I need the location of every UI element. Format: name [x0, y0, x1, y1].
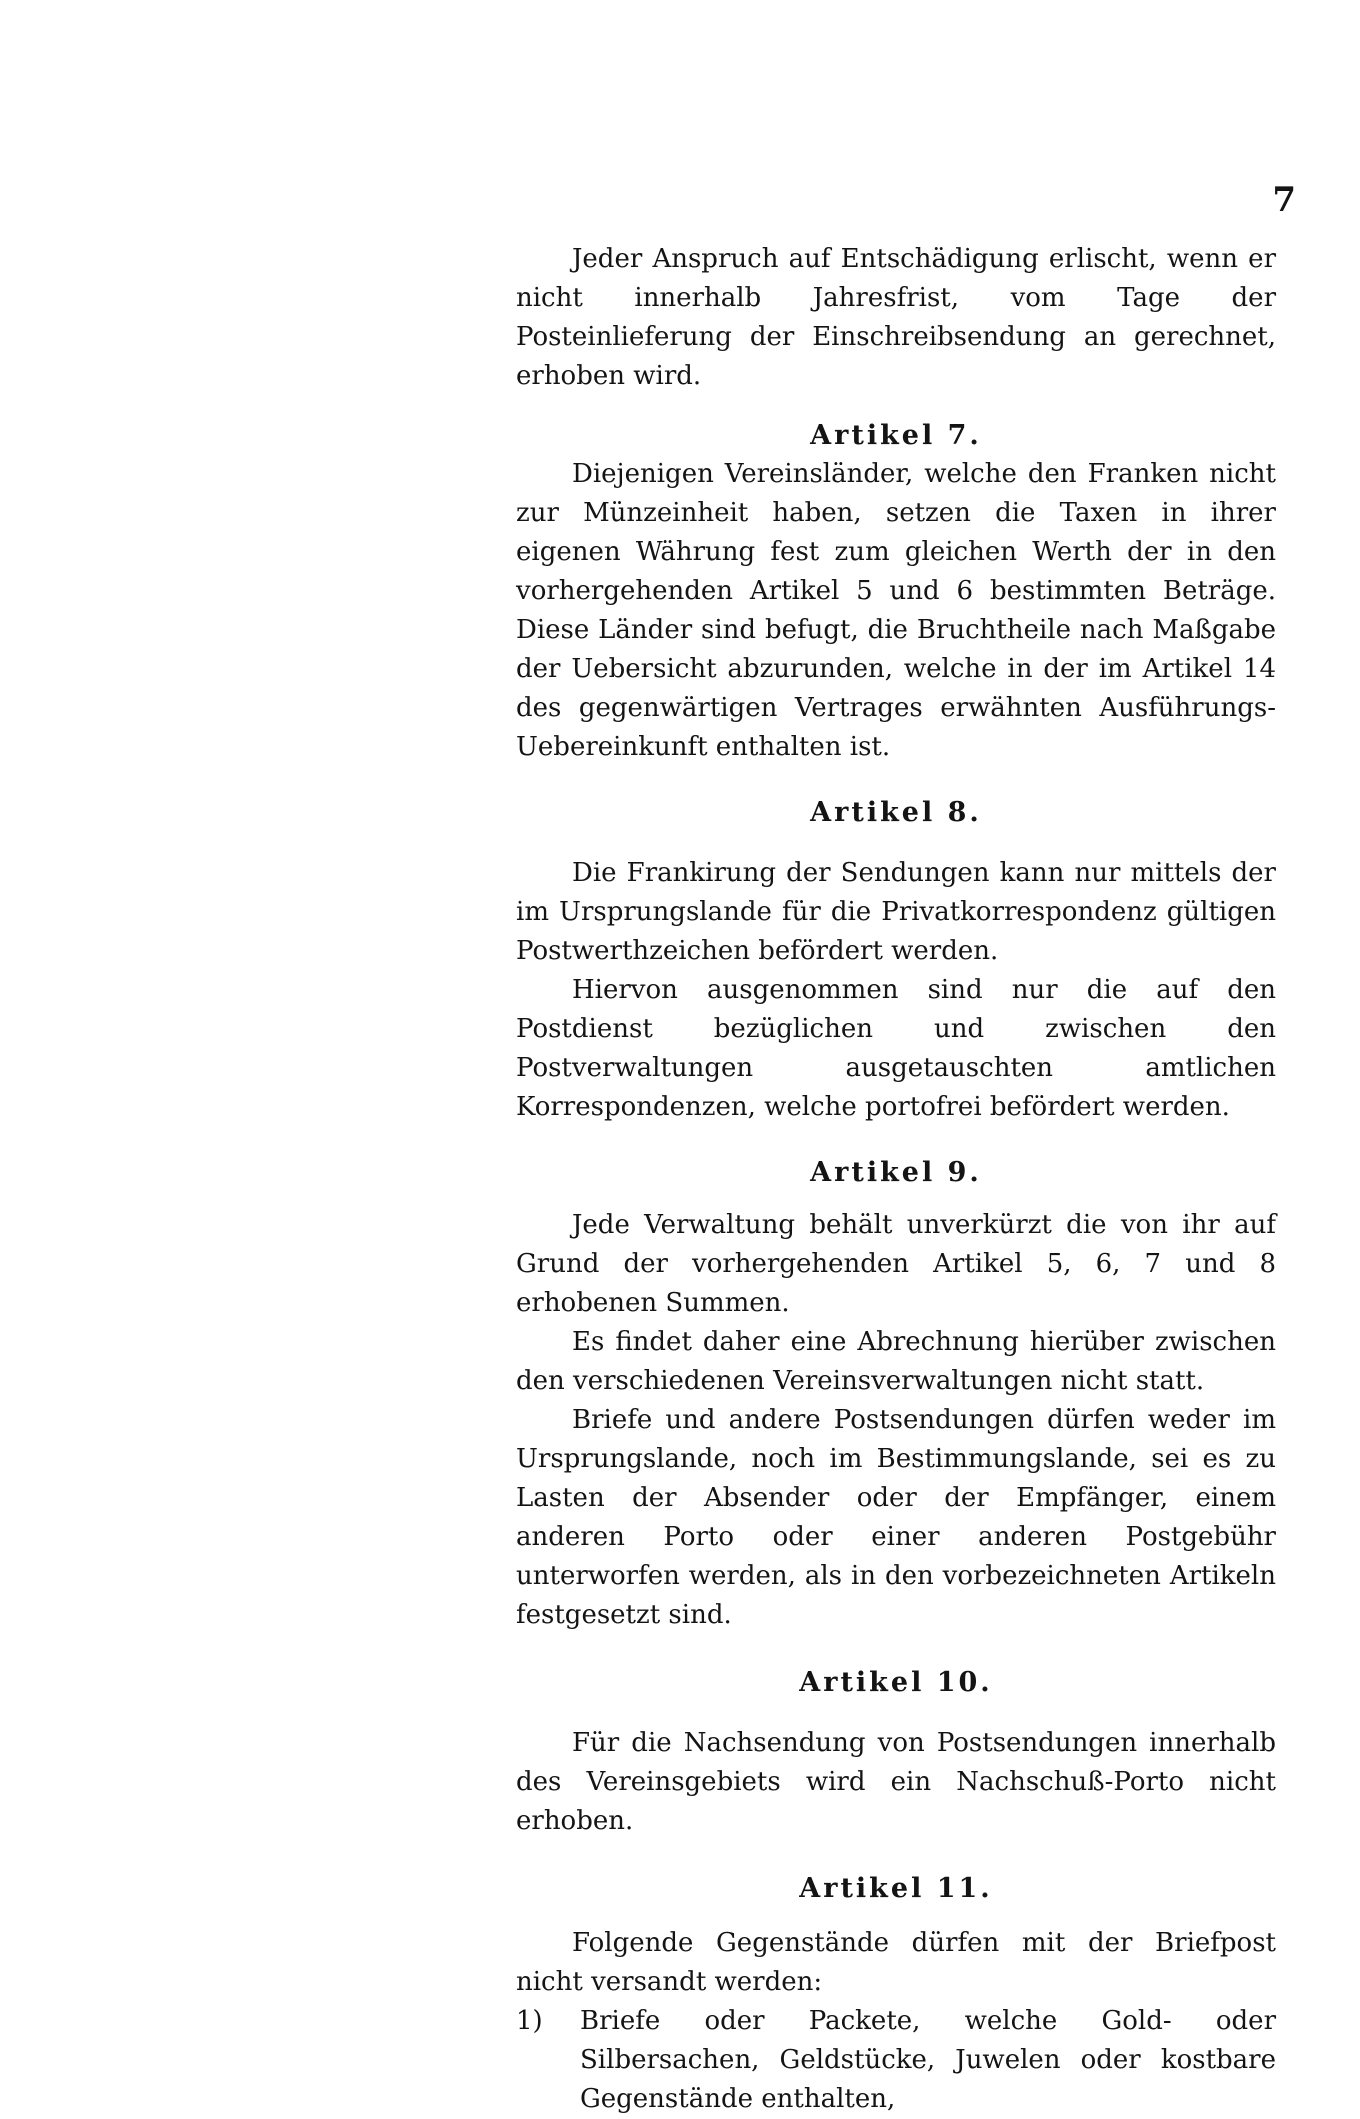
page-number: 7	[1272, 180, 1296, 220]
article-11-heading: Artikel 11.	[799, 1873, 993, 1904]
article-10-paragraph-1: Für die Nachsendung von Postsendungen innerhalb des Vereinsgebiets wird ein Nachschuß-Porto nicht erhoben.	[516, 1728, 1276, 1836]
article-11-item-1	[516, 2002, 1276, 2119]
intro-paragraph: Jeder Anspruch auf Entschädigung erlischt, wenn er nicht innerhalb Jahresfrist, vom Tage der Posteinlieferung der Einschreibsendung an gerechnet, erhoben wird.	[516, 244, 1276, 391]
article-8-paragraph-1: Die Frankirung der Sendungen kann nur mittels der im Ursprungslande für die Privatkorrespondenz gültigen Postwerthzeichen befördert werden.	[516, 858, 1276, 966]
article-9-paragraph-3: Briefe und andere Postsendungen dürfen weder im Ursprungslande, noch im Bestimmungslande, sei es zu Lasten der Absender oder der Empfänger, einem anderen Porto oder einer anderen Postgebühr unterworfen werden, als in den vorbezeichneten Artikeln festgesetzt sind.	[516, 1405, 1276, 1630]
article-11-item-1-text: Briefe oder Packete, welche Gold- oder Silbersachen, Geldstücke, Juwelen oder kostbare Gegenstände enthalten,	[580, 2006, 1276, 2114]
article-9-paragraph-1: Jede Verwaltung behält unverkürzt die von ihr auf Grund der vorhergehenden Artikel 5, 6, 7 und 8 erhobenen Summen.	[516, 1210, 1276, 1318]
article-9-heading: Artikel 9.	[810, 1157, 982, 1188]
article-7-paragraph-1: Diejenigen Vereinsländer, welche den Franken nicht zur Münzeinheit haben, setzen die Taxen in ihrer eigenen Währung fest zum gleichen Werth der in den vorhergehenden Artikel 5 und 6 bestimmten Beträge. Diese Länder sind befugt, die Bruchtheile nach Maßgabe der Uebersicht abzurunden, welche in der im Artikel 14 des gegenwärtigen Vertrages erwähnten Ausführungs-Uebereinkunft enthalten ist.	[516, 459, 1276, 762]
article-8-heading: Artikel 8.	[810, 797, 982, 828]
article-7	[516, 416, 1276, 767]
article-11-item-1-number: 1)	[516, 2006, 543, 2036]
article-7-heading: Artikel 7.	[810, 420, 982, 451]
article-9-paragraph-2: Es findet daher eine Abrechnung hierüber zwischen den verschiedenen Vereinsverwaltungen nicht statt.	[516, 1327, 1276, 1396]
document-body	[516, 240, 1276, 2119]
article-9	[516, 1153, 1276, 1635]
article-10-heading: Artikel 10.	[799, 1667, 993, 1698]
article-8-paragraph-2: Hiervon ausgenommen sind nur die auf den Postdienst bezüglichen und zwischen den Postverwaltungen ausgetauschten amtlichen Korrespondenzen, welche portofrei befördert werden.	[516, 975, 1276, 1122]
article-11-paragraph-1: Folgende Gegenstände dürfen mit der Briefpost nicht versandt werden:	[516, 1928, 1276, 1997]
article-11	[516, 1869, 1276, 2119]
article-8	[516, 793, 1276, 1127]
article-10	[516, 1663, 1276, 1841]
